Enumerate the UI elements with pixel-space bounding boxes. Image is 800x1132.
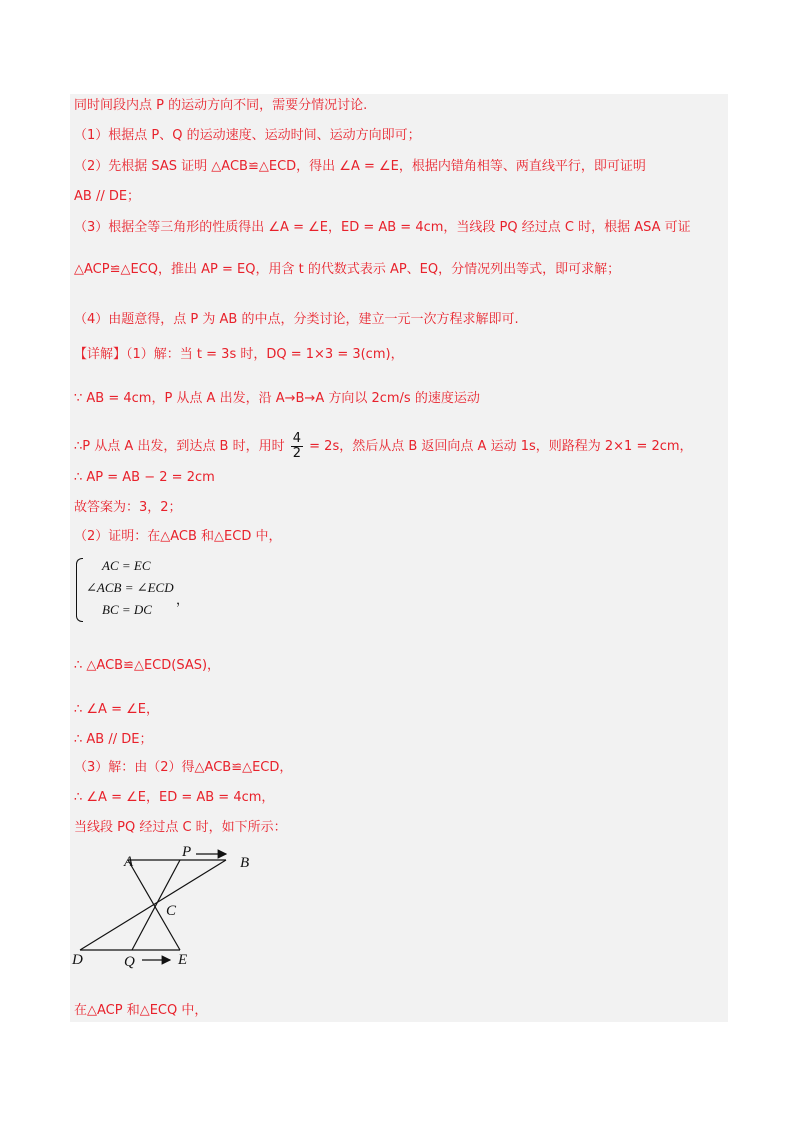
text-line: ∵ AB = 4cm，P 从点 A 出发，沿 A→B→A 方向以 2cm/s 的速度运动 [74,391,480,406]
time-line [74,432,693,461]
label-b: B [240,855,250,871]
text-line: （1）根据点 P、Q 的运动速度、运动时间、运动方向即可； [74,128,421,143]
label-e: E [178,952,188,968]
equation-brace [76,558,83,622]
text-line: ∴ AB // DE； [74,732,153,747]
detail-line [74,346,404,364]
label-p: P [182,844,192,860]
text-line: 同时间段内点 P 的运动方向不同，需要分情况讨论. [74,98,368,113]
geometry-figure [70,842,250,974]
text-line: （4）由题意得，点 P 为 AB 的中点，分类讨论，建立一元一次方程求解即可. [74,312,519,327]
text-line: AB // DE； [74,189,141,204]
text-line: （2）证明：在△ACB 和△ECD 中， [74,529,282,544]
label-d: D [72,952,83,968]
system-comma: ， [176,593,190,608]
label-c: C [166,903,177,919]
text-line: （3）根据全等三角形的性质得出 ∠A = ∠E，ED = AB = 4cm，当线段 PQ 经过点 C 时，根据 ASA 可证 [74,220,691,235]
segment-bd [80,860,226,950]
text-line: 在△ACP 和△ECQ 中， [74,1003,208,1018]
label-q: Q [124,954,135,970]
text-line: （3）解：由（2）得△ACB≌△ECD， [74,760,293,775]
text-line: 故答案为：3，2； [74,500,182,515]
system-line: AC = EC [102,558,151,573]
text-line: ∴ ∠A = ∠E， [74,702,159,717]
text-line: ∴ △ACB≌△ECD(SAS)， [74,658,221,673]
detail-text: （1）解：当 t = 3s 时，DQ = 1×3 = 3(cm)， [126,347,404,362]
time-text-a: ∴P 从点 A 出发，到达点 B 时，用时 [74,439,285,454]
time-text-b: = 2s，然后从点 B 返回向点 A 运动 1s，则路程为 2×1 = 2cm， [309,439,693,454]
label-a: A [124,854,134,870]
text-line: △ACP≌△ECQ，推出 AP = EQ，用含 t 的代数式表示 AP、EQ，分情况列出等式，即可求解； [74,262,621,277]
system-line: BC = DC [102,602,152,617]
text-line: 当线段 PQ 经过点 C 时，如下所示： [74,820,287,835]
fraction-denominator: 2 [292,446,302,461]
system-line: ∠ACB = ∠ECD [86,580,174,595]
fraction [291,432,303,461]
text-line: ∴ ∠A = ∠E，ED = AB = 4cm， [74,790,275,805]
detail-label: 【详解】 [74,347,127,362]
text-line: ∴ AP = AB − 2 = 2cm [74,470,215,485]
text-line: （2）先根据 SAS 证明 △ACB≌△ECD，得出 ∠A = ∠E，根据内错角相等、两直线平行，即可证明 [74,159,646,174]
fraction-numerator: 4 [292,431,302,446]
